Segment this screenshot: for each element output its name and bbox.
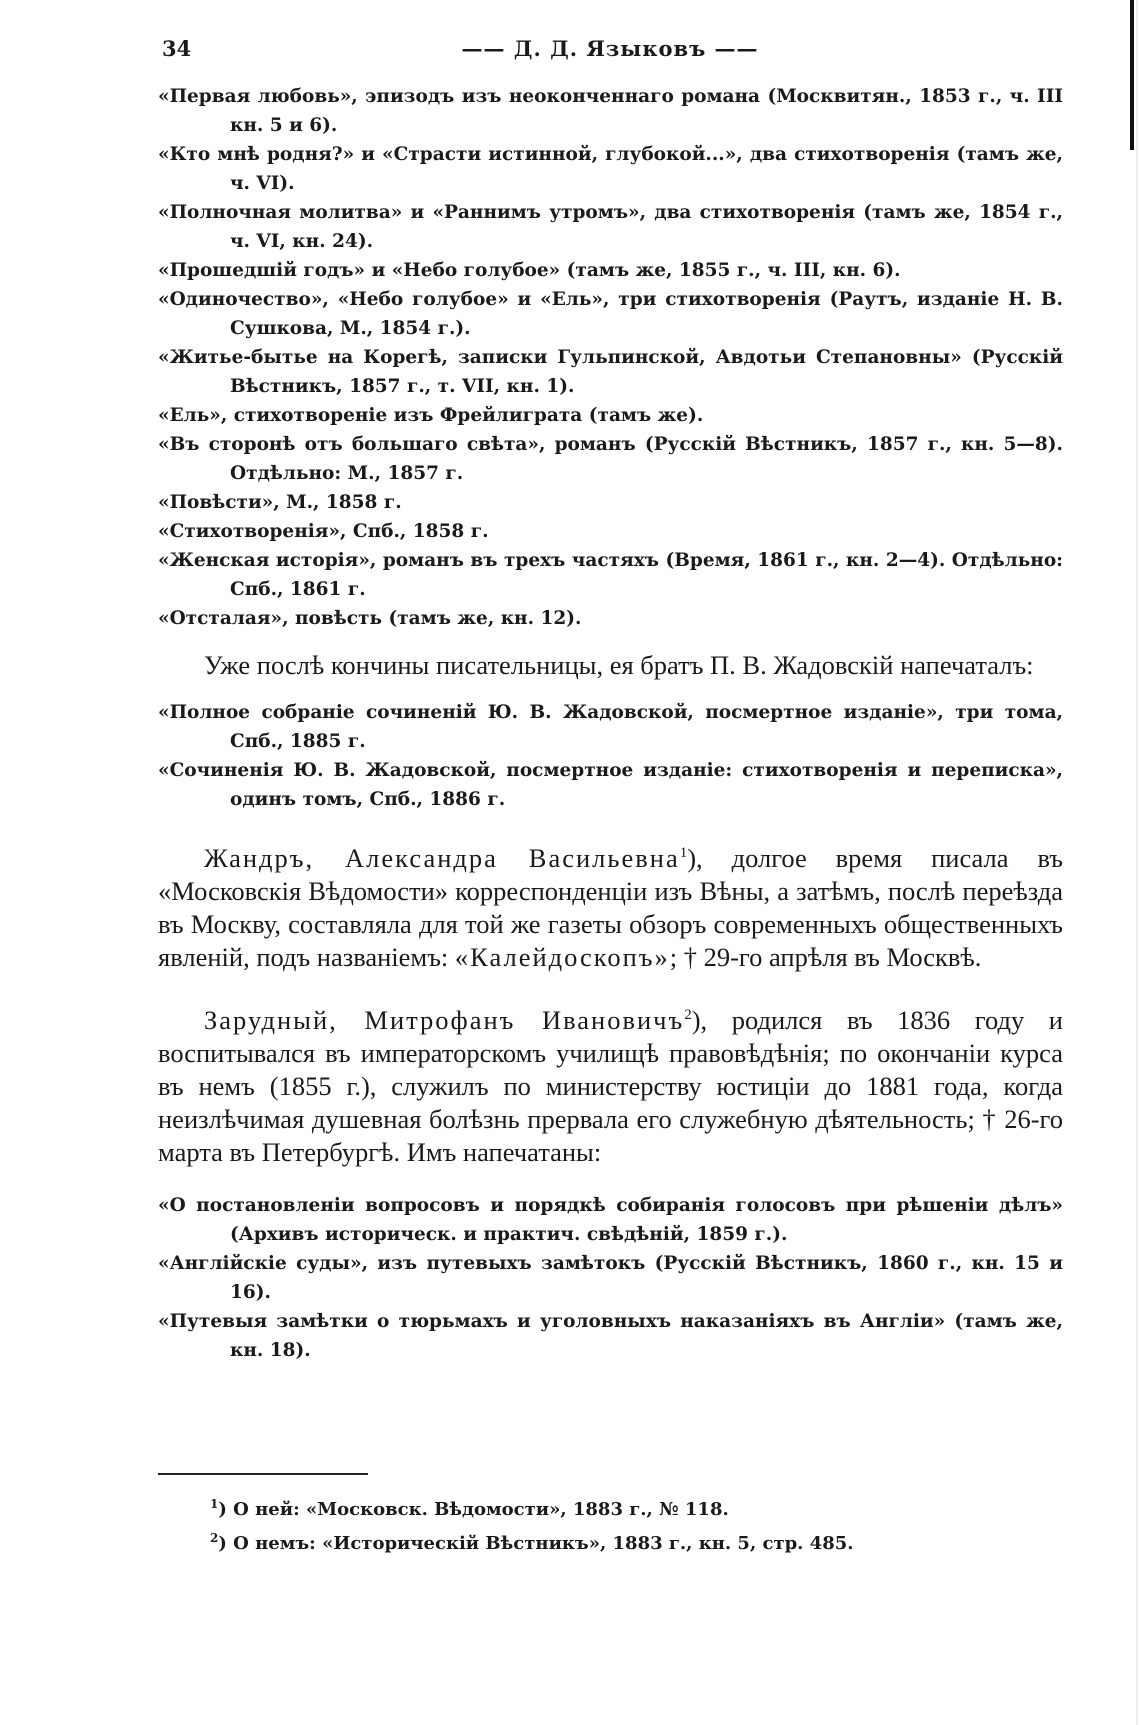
footnote-divider xyxy=(158,1473,368,1475)
bib-entry: «Прошедшій годъ» и «Небо голубое» (тамъ же, 1855 г., ч. III, кн. 6). xyxy=(158,260,901,281)
bib-entry: «Англійскіе суды», изъ путевыхъ замѣтокъ (Русскій Вѣстникъ, 1860 г., кн. 15 и 16). xyxy=(158,1253,1063,1303)
entry-zarudny xyxy=(158,1004,1063,1169)
page-edge-mark xyxy=(1130,0,1134,150)
page-content xyxy=(158,82,1063,1365)
bib-entry: «Сочиненія Ю. В. Жадовской, посмертное изданіе: стихотворенія и переписка», одинъ томъ, Спб., 1886 г. xyxy=(158,760,1063,810)
entry-tail: ; † 29-го апрѣля въ Москвѣ. xyxy=(669,942,982,972)
bib-entry: «Первая любовь», эпизодъ изъ неоконченнаго романа (Москвитян., 1853 г., ч. III кн. 5 и 6). xyxy=(158,86,1063,136)
bib-entry: «Ель», стихотвореніе изъ Фрейлиграта (тамъ же). xyxy=(158,405,704,426)
running-title: —— Д. Д. Языковъ —— xyxy=(461,36,759,61)
bib-entry: «Путевыя замѣтки о тюрьмахъ и уголовныхъ наказаніяхъ въ Англіи» (тамъ же, кн. 18). xyxy=(158,1311,1063,1361)
bib-entry: «Женская исторія», романъ въ трехъ частяхъ (Время, 1861 г., кн. 2—4). Отдѣльно: Спб., 1861 г. xyxy=(158,550,1063,600)
entry-text: ), родился въ 1836 году и воспитывался въ императорскомъ училищѣ правовѣдѣнія; по окончаніи курса въ немъ (1855 г.), служилъ по министерству юстиціи до 1881 года, когда неизлѣчимая душевная болѣзнь прервала его служебную дѣятельность; † 26-го марта въ Петербургѣ. Имъ напечатаны: xyxy=(158,1005,1063,1167)
bib-entry: «Повѣсти», М., 1858 г. xyxy=(158,492,402,513)
bib-entry: «Полное собраніе сочиненій Ю. В. Жадовской, посмертное изданіе», три тома, Спб., 1885 г. xyxy=(158,702,1063,752)
bib-entry: «Одиночество», «Небо голубое» и «Ель», три стихотворенія (Раутъ, изданіе Н. В. Сушкова, М., 1854 г.). xyxy=(158,289,1063,339)
bib-entry: «Полночная молитва» и «Раннимъ утромъ», два стихотворенія (тамъ же, 1854 г., ч. VI, кн. 24). xyxy=(158,202,1063,252)
entry-zhandr xyxy=(158,842,1063,974)
footnote-text: ) О немъ: «Историческій Вѣстникъ», 1883 г., кн. 5, стр. 485. xyxy=(218,1533,854,1554)
bibliography-list-2 xyxy=(158,698,1063,814)
entry-name: Жандръ, Александра Васильевна xyxy=(204,843,680,873)
bib-entry: «Кто мнѣ родня?» и «Страсти истинной, глубокой...», два стихотворенія (тамъ же, ч. VI). xyxy=(158,144,1063,194)
entry-text: ), долгое время писала въ «Московскія Вѣдомости» корреспонденціи изъ Вѣны, а затѣмъ, послѣ переѣзда въ Москву, составляла для той же газеты обзоръ современныхъ общественныхъ явленій, подъ названіемъ: xyxy=(158,843,1063,972)
bib-entry: «Отсталая», повѣсть (тамъ же, кн. 12). xyxy=(158,608,582,629)
footnote-ref: 1 xyxy=(679,845,688,862)
bib-entry: «Стихотворенія», Спб., 1858 г. xyxy=(158,521,489,542)
footnote xyxy=(210,1524,1010,1558)
footnote-mark: 2 xyxy=(210,1531,219,1545)
bib-entry: «О постановленіи вопросовъ и порядкѣ собиранія голосовъ при рѣшеніи дѣлъ» (Архивъ историческ. и практич. свѣдѣній, 1859 г.). xyxy=(158,1195,1063,1245)
page-header xyxy=(162,36,1058,70)
footnotes xyxy=(210,1490,1010,1558)
footnote xyxy=(210,1490,1010,1524)
page-edge-shadow xyxy=(1136,0,1138,1725)
footnote-ref: 2 xyxy=(684,1007,692,1024)
footnote-text: ) О ней: «Московск. Вѣдомости», 1883 г., № 118. xyxy=(218,1499,729,1520)
bibliography-list-1 xyxy=(158,82,1063,633)
bib-entry: «Житье-бытье на Корегѣ, записки Гульпинской, Авдотьи Степановны» (Русскій Вѣстникъ, 1857 г., т. VII, кн. 1). xyxy=(158,347,1063,397)
bibliography-list-3 xyxy=(158,1191,1063,1365)
page-number: 34 xyxy=(162,36,192,61)
footnote-mark: 1 xyxy=(210,1497,219,1511)
bib-entry: «Въ сторонѣ отъ большаго свѣта», романъ (Русскій Вѣстникъ, 1857 г., кн. 5—8). Отдѣльно: М., 1857 г. xyxy=(158,434,1063,484)
entry-name: Зарудный, Митрофанъ Ивановичъ xyxy=(204,1005,685,1035)
posthumous-paragraph: Уже послѣ кончины писательницы, ея братъ П. В. Жадовскій напечаталъ: xyxy=(204,650,1034,680)
entry-title-spaced: «Калейдоскопъ» xyxy=(454,942,670,972)
